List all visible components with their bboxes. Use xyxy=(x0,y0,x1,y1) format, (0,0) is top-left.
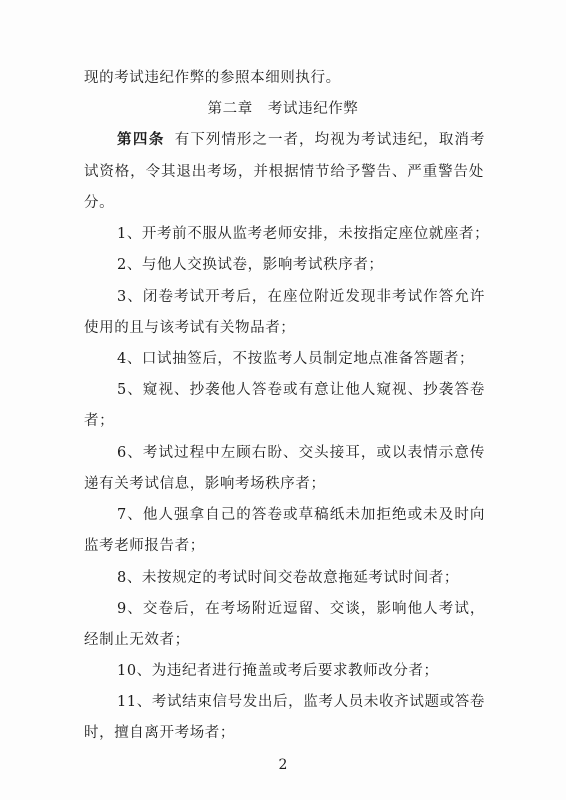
list-item-4: 4、口试抽签后，不按监考人员制定地点准备答题者； xyxy=(117,351,475,367)
article-text-line: 试资格，令其退出考场，并根据情节给予警告、严重警告处 xyxy=(84,164,484,180)
list-item-6: 6、考试过程中左顾右盼、交头接耳，或以表情示意传 xyxy=(117,445,485,461)
article-text-line: 有下列情形之一者，均视为考试违纪，取消考 xyxy=(174,132,485,148)
list-item-9: 9、交卷后，在考场附近逗留、交谈，影响他人考试， xyxy=(117,601,485,617)
list-item-7-continued: 监考老师报告者； xyxy=(84,538,205,554)
list-item-3-continued: 使用的且与该考试有关物品者； xyxy=(84,320,296,336)
page-number: 2 xyxy=(278,757,288,773)
chapter-title: 第二章 考试违纪作弊 xyxy=(207,101,359,117)
intro-line: 现的考试违纪作弊的参照本细则执行。 xyxy=(84,70,341,86)
list-item-5-continued: 者； xyxy=(84,413,115,429)
list-item-6-continued: 递有关考试信息，影响考场秩序者； xyxy=(84,476,326,492)
list-item-10: 10、为违纪者进行掩盖或考后要求教师改分者； xyxy=(117,663,439,679)
list-item-9-continued: 经制止无效者； xyxy=(84,632,190,648)
list-item-3: 3、闭卷考试开考后，在座位附近发现非考试作答允许 xyxy=(117,289,485,305)
list-item-5: 5、窥视、抄袭他人答卷或有意让他人窥视、抄袭答卷 xyxy=(117,382,485,398)
list-item-11-continued: 时，擅自离开考场者； xyxy=(84,725,235,741)
article-text-line: 分。 xyxy=(84,195,115,211)
list-item-7: 7、他人强拿自己的答卷或草稿纸未加拒绝或未及时向 xyxy=(117,507,485,523)
list-item-2: 2、与他人交换试卷，影响考试秩序者； xyxy=(117,257,384,273)
list-item-8: 8、未按规定的考试时间交卷故意拖延考试时间者； xyxy=(117,570,460,586)
list-item-1: 1、开考前不服从监考老师安排，未按指定座位就座者； xyxy=(117,226,490,242)
article-first-line xyxy=(117,130,485,150)
list-item-11: 11、考试结束信号发出后，监考人员未收齐试题或答卷 xyxy=(117,694,485,710)
article-label: 第四条 xyxy=(117,132,165,148)
